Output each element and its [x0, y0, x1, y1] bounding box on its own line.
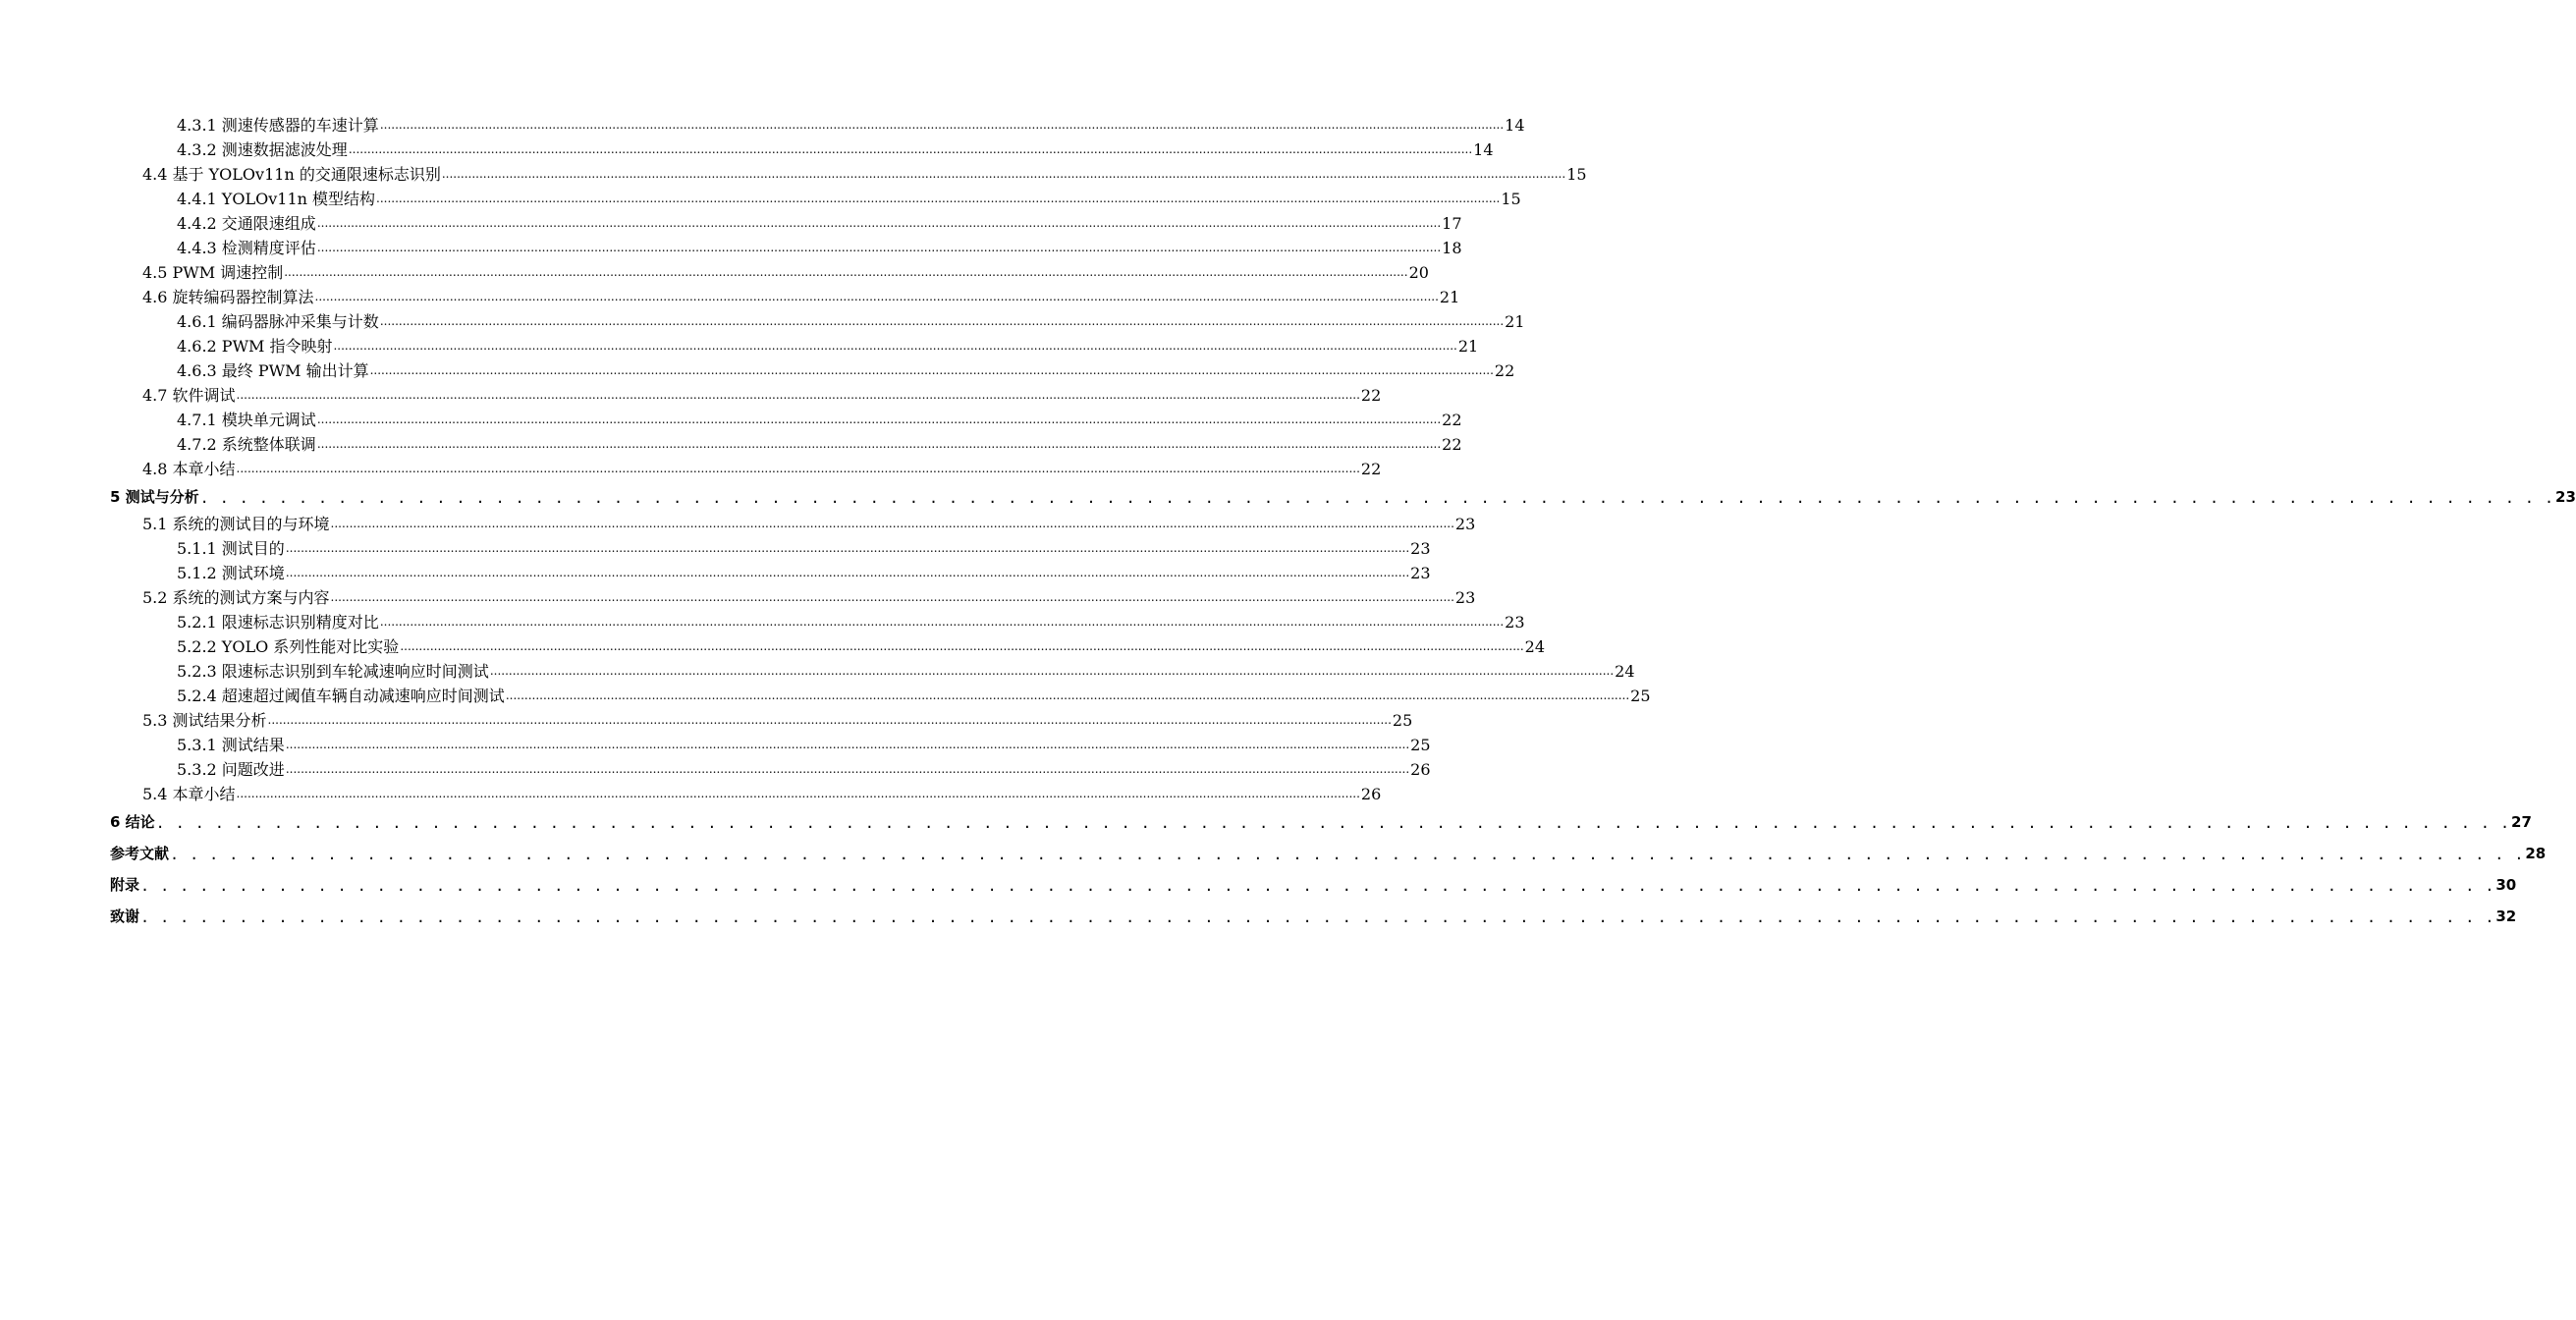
toc-entry[interactable] — [110, 903, 2517, 926]
toc-entry[interactable] — [142, 584, 1476, 608]
toc-entry-title: 4.7 软件调试 — [142, 386, 236, 405]
toc-entry[interactable] — [110, 808, 2532, 832]
toc-entry-title: 4.6 旋转编码器控制算法 — [142, 288, 314, 306]
toc-entry-title: 5.1.2 测试环境 — [177, 564, 285, 582]
toc-entry-title: 5.2.4 超速超过阈值车辆自动减速响应时间测试 — [177, 687, 505, 705]
toc-entry-title: 5.3.1 测试结果 — [177, 736, 285, 754]
toc-entry-page-number: 20 — [1408, 263, 1429, 282]
dot-leader: ............................................................................................................................................................................................................................................................................................................ — [369, 363, 1494, 377]
toc-entry-page-number: 22 — [1494, 361, 1515, 380]
toc-entry[interactable] — [177, 137, 1494, 160]
toc-entry[interactable] — [177, 609, 1525, 632]
toc-entry-page-number: 22 — [1360, 460, 1382, 478]
toc-entry[interactable] — [177, 308, 1525, 332]
toc-entry[interactable] — [110, 483, 2576, 507]
dot-leader: . . . . . . . . . . . . . . . . . . . . . . . . . . . . . . . . . . . . . . . . . . . . . . . . . . . . . . . . . . . . . . . . . . . . . . . . . . . . . . . . . . . . . . . . . . . . . . . . . . . . . . . . . . . . . . . . . . . . . . . . — [140, 908, 2495, 926]
toc-entry-title: 6 结论 — [110, 813, 155, 831]
toc-entry[interactable] — [142, 707, 1413, 731]
toc-entry[interactable] — [142, 259, 1429, 283]
toc-entry[interactable] — [177, 112, 1525, 136]
toc-entry-title: 5.2.1 限速标志识别精度对比 — [177, 613, 379, 632]
toc-entry[interactable] — [142, 382, 1382, 406]
toc-entry-title: 参考文献 — [110, 845, 170, 862]
toc-entry-title: 4.3.2 测速数据滤波处理 — [177, 140, 348, 159]
toc-entry-page-number: 22 — [1442, 411, 1462, 429]
toc-entry-page-number: 15 — [1566, 165, 1587, 184]
toc-entry-title: 4.4.1 YOLOv11n 模型结构 — [177, 190, 376, 208]
dot-leader: ............................................................................................................................................................................................................................................................................................................ — [236, 462, 1360, 475]
toc-entry-page-number: 28 — [2525, 845, 2547, 862]
dot-leader: ............................................................................................................................................................................................................................................................................................................ — [236, 388, 1360, 402]
dot-leader: ............................................................................................................................................................................................................................................................................................................ — [379, 615, 1505, 629]
toc-entry-page-number: 22 — [1442, 435, 1462, 454]
toc-entry[interactable] — [142, 781, 1382, 804]
toc-entry-title: 4.6.2 PWM 指令映射 — [177, 337, 333, 356]
dot-leader: ............................................................................................................................................................................................................................................................................................................ — [379, 118, 1505, 132]
dot-leader: ............................................................................................................................................................................................................................................................................................................ — [285, 566, 1410, 579]
dot-leader: . . . . . . . . . . . . . . . . . . . . . . . . . . . . . . . . . . . . . . . . . . . . . . . . . . . . . . . . . . . . . . . . . . . . . . . . . . . . . . . . . . . . . . . . . . . . . . . . . . . . . . . . . . . . . . . . . . . . . . . . — [140, 877, 2495, 895]
toc-entry[interactable] — [177, 186, 1521, 209]
toc-entry-title: 4.4.2 交通限速组成 — [177, 214, 316, 233]
toc-entry[interactable] — [177, 333, 1479, 357]
toc-entry-page-number: 25 — [1410, 736, 1431, 754]
toc-entry-title: 4.7.2 系统整体联调 — [177, 435, 316, 454]
dot-leader: ............................................................................................................................................................................................................................................................................................................ — [316, 216, 1442, 230]
toc-entry-page-number: 26 — [1410, 760, 1431, 779]
toc-entry-page-number: 21 — [1439, 288, 1460, 306]
dot-leader: ............................................................................................................................................................................................................................................................................................................ — [316, 437, 1442, 451]
toc-entry[interactable] — [142, 161, 1587, 185]
toc-entry-page-number: 25 — [1630, 687, 1651, 705]
toc-entry-title: 5.3.2 问题改进 — [177, 760, 285, 779]
toc-entry[interactable] — [142, 456, 1382, 479]
dot-leader: ............................................................................................................................................................................................................................................................................................................ — [330, 517, 1454, 530]
toc-entry-page-number: 23 — [1410, 564, 1431, 582]
dot-leader: ............................................................................................................................................................................................................................................................................................................ — [314, 290, 1439, 303]
toc-entry-page-number: 15 — [1501, 190, 1521, 208]
dot-leader: ............................................................................................................................................................................................................................................................................................................ — [285, 762, 1410, 776]
toc-entry-page-number: 18 — [1442, 239, 1462, 257]
dot-leader: . . . . . . . . . . . . . . . . . . . . . . . . . . . . . . . . . . . . . . . . . . . . . . . . . . . . . . . . . . . . . . . . . . . . . . . . . . . . . . . . . . . . . . . . . . . . . . . . . . . . . . . . . . . . . . . . . . . . . . . . — [155, 814, 2511, 832]
toc-entry-page-number: 21 — [1457, 337, 1479, 356]
toc-entry-page-number: 22 — [1360, 386, 1382, 405]
dot-leader: ............................................................................................................................................................................................................................................................................................................ — [316, 412, 1442, 426]
toc-entry[interactable] — [177, 358, 1515, 381]
toc-entry[interactable] — [177, 683, 1651, 706]
toc-entry[interactable] — [177, 235, 1462, 258]
dot-leader: ............................................................................................................................................................................................................................................................................................................ — [284, 265, 1408, 279]
toc-entry[interactable] — [177, 210, 1462, 234]
toc-entry-title: 4.8 本章小结 — [142, 460, 236, 478]
toc-entry-title: 4.7.1 模块单元调试 — [177, 411, 316, 429]
dot-leader: ............................................................................................................................................................................................................................................................................................................ — [330, 590, 1454, 604]
toc-entry-page-number: 32 — [2495, 908, 2517, 925]
toc-entry[interactable] — [110, 840, 2547, 863]
toc-entry-page-number: 14 — [1505, 116, 1525, 135]
toc-entry-page-number: 21 — [1505, 312, 1525, 331]
dot-leader: ............................................................................................................................................................................................................................................................................................................ — [489, 664, 1615, 678]
toc-entry-title: 5.2 系统的测试方案与内容 — [142, 588, 330, 607]
toc-entry-title: 5.2.2 YOLO 系列性能对比实验 — [177, 637, 400, 656]
toc-entry-page-number: 23 — [1505, 613, 1525, 632]
dot-leader: ............................................................................................................................................................................................................................................................................................................ — [505, 688, 1630, 702]
toc-entry[interactable] — [177, 407, 1462, 430]
toc-entry-page-number: 24 — [1524, 637, 1546, 656]
dot-leader: ............................................................................................................................................................................................................................................................................................................ — [376, 192, 1501, 205]
toc-entry-page-number: 23 — [2555, 488, 2576, 506]
dot-leader: ............................................................................................................................................................................................................................................................................................................ — [379, 314, 1505, 328]
toc-entry-title: 5.3 测试结果分析 — [142, 711, 267, 730]
toc-entry-page-number: 26 — [1360, 785, 1382, 803]
toc-entry-page-number: 23 — [1410, 539, 1431, 558]
toc-entry[interactable] — [177, 756, 1431, 780]
dot-leader: ............................................................................................................................................................................................................................................................................................................ — [441, 167, 1566, 181]
toc-entry-title: 附录 — [110, 876, 140, 894]
toc-entry-page-number: 23 — [1454, 588, 1476, 607]
toc-entry-page-number: 14 — [1473, 140, 1494, 159]
toc-entry-title: 4.5 PWM 调速控制 — [142, 263, 284, 282]
toc-entry-title: 4.6.3 最终 PWM 输出计算 — [177, 361, 369, 380]
toc-entry[interactable] — [177, 535, 1431, 559]
toc-entry-page-number: 23 — [1454, 515, 1476, 533]
toc-entry-page-number: 30 — [2495, 876, 2517, 894]
dot-leader: ............................................................................................................................................................................................................................................................................................................ — [348, 142, 1473, 156]
toc-entry[interactable] — [177, 732, 1431, 755]
toc-entry-title: 4.3.1 测速传感器的车速计算 — [177, 116, 379, 135]
dot-leader: . . . . . . . . . . . . . . . . . . . . . . . . . . . . . . . . . . . . . . . . . . . . . . . . . . . . . . . . . . . . . . . . . . . . . . . . . . . . . . . . . . . . . . . . . . . . . . . . . . . . . . . . . . . . . . . . . . . . . . . . — [170, 846, 2525, 863]
dot-leader: ............................................................................................................................................................................................................................................................................................................ — [267, 713, 1392, 727]
toc-entry-title: 4.4 基于 YOLOv11n 的交通限速标志识别 — [142, 165, 441, 184]
dot-leader: ............................................................................................................................................................................................................................................................................................................ — [285, 738, 1410, 751]
toc-entry-page-number: 24 — [1615, 662, 1635, 681]
toc-entry-title: 5.2.3 限速标志识别到车轮减速响应时间测试 — [177, 662, 489, 681]
toc-entry-title: 5 测试与分析 — [110, 488, 199, 506]
toc-entry[interactable] — [142, 284, 1460, 307]
toc-entry[interactable] — [177, 431, 1462, 455]
toc-entry-title: 5.1 系统的测试目的与环境 — [142, 515, 330, 533]
toc-entry-title: 4.4.3 检测精度评估 — [177, 239, 316, 257]
toc-entry[interactable] — [142, 511, 1476, 534]
dot-leader: ............................................................................................................................................................................................................................................................................................................ — [333, 339, 1457, 353]
toc-entry-title: 致谢 — [110, 908, 140, 925]
toc-entry-page-number: 17 — [1442, 214, 1462, 233]
toc-entry-title: 5.4 本章小结 — [142, 785, 236, 803]
toc-entry[interactable] — [110, 871, 2517, 895]
toc-entry[interactable] — [177, 658, 1635, 682]
toc-entry-title: 4.6.1 编码器脉冲采集与计数 — [177, 312, 379, 331]
dot-leader: ............................................................................................................................................................................................................................................................................................................ — [285, 541, 1410, 555]
dot-leader: ............................................................................................................................................................................................................................................................................................................ — [400, 639, 1524, 653]
toc-entry[interactable] — [177, 633, 1546, 657]
toc-entry-page-number: 27 — [2511, 813, 2532, 831]
toc-entry-page-number: 25 — [1392, 711, 1413, 730]
dot-leader: ............................................................................................................................................................................................................................................................................................................ — [316, 241, 1442, 254]
dot-leader: . . . . . . . . . . . . . . . . . . . . . . . . . . . . . . . . . . . . . . . . . . . . . . . . . . . . . . . . . . . . . . . . . . . . . . . . . . . . . . . . . . . . . . . . . . . . . . . . . . . . . . . . . . . . . . . . . . . . . . . . — [199, 489, 2555, 507]
toc-entry[interactable] — [177, 560, 1431, 583]
dot-leader: ............................................................................................................................................................................................................................................................................................................ — [236, 787, 1360, 800]
toc-entry-title: 5.1.1 测试目的 — [177, 539, 285, 558]
